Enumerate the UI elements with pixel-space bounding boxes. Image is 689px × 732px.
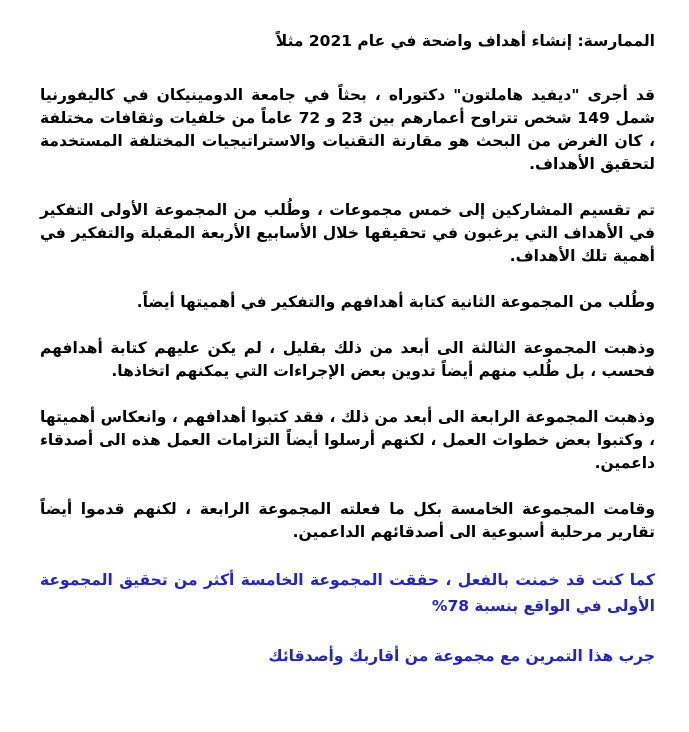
paragraph-group-two: وطُلب من المجموعة الثانية كتابة أهدافهم والتفكير في أهميتها أيضاً. bbox=[136, 293, 655, 311]
paragraph-research-intro: قد أجرى "ديفيد هاملتون" دكتوراه ، بحثاً في جامعة الدومينيكان في كاليفورنيا شمل 149 شخص تتراوح أعمارهم بين 23 و 72 عاماً من خلفيات وثقافات مختلفة ، كان الغرض من البحث هو مقارنة التقنيات والاستراتيجيات المختلفة المستخدمة لتحقيق الأهداف. bbox=[40, 86, 655, 173]
paragraph-group-four: وذهبت المجموعة الرابعة الى أبعد من ذلك ، فقد كتبوا أهدافهم ، وانعكاس أهميتها ، وكتبوا بعض خطوات العمل ، لكنهم أرسلوا أيضاً التزامات العمل هذه الى أصدقاء داعمين. bbox=[40, 408, 655, 472]
paragraph-group-one: تم تقسيم المشاركين إلى خمس مجموعات ، وطُلب من المجموعة الأولى التفكير في الأهداف التي يرغبون في تحقيقها خلال الأسابيع الأربعة المقبلة والتفكير في أهمية تلك الأهداف. bbox=[40, 201, 655, 265]
paragraph-group-three: وذهبت المجموعة الثالثة الى أبعد من ذلك بقليل ، لم يكن عليهم كتابة أهدافهم فحسب ، بل طُلب منهم أيضاً تدوين بعض الإجراءات التي يمكنهم اتخاذها. bbox=[40, 339, 655, 380]
paragraph-group-five: وقامت المجموعة الخامسة بكل ما فعلته المجموعة الرابعة ، لكنهم قدموا أيضاً تقارير مرحلية أسبوعية الى أصدقائهم الداعمين. bbox=[40, 500, 655, 541]
document-title: الممارسة: إنشاء أهداف واضحة في عام 2021 مثلاً bbox=[275, 32, 655, 50]
highlight-result: كما كنت قد خمنت بالفعل ، حققت المجموعة الخامسة أكثر من تحقيق المجموعة الأولى في الواقع بنسبة 78% bbox=[40, 571, 655, 615]
closing-line: جرب هذا التمرين مع مجموعة من أقاربك وأصدقائك bbox=[268, 647, 655, 665]
